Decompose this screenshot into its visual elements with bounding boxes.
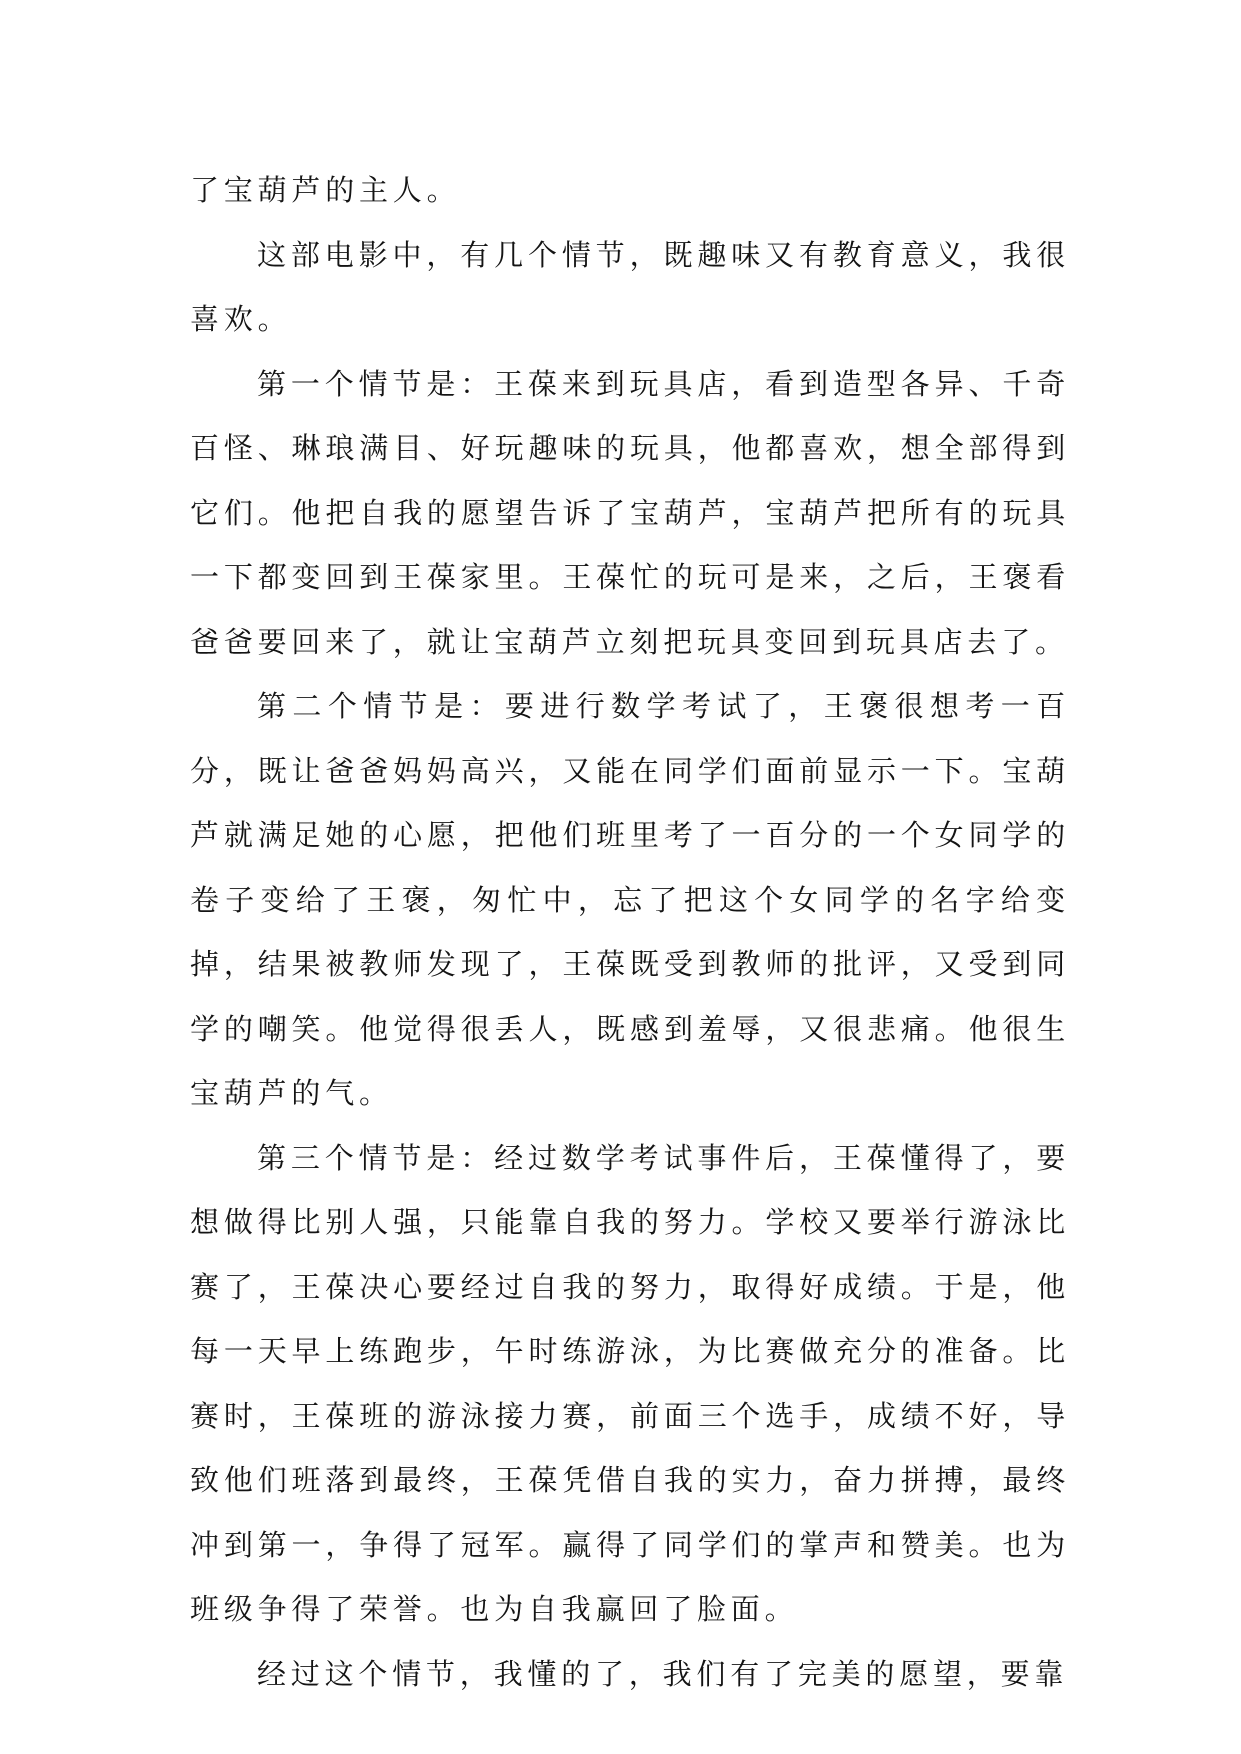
paragraph-plot-three: 第三个情节是：经过数学考试事件后，王葆懂得了，要想做得比别人强，只能靠自我的努力。学校又要举行游泳比赛了，王葆决心要经过自我的努力，取得好成绩。于是，他每一天早上练跑步，午时练游泳，为比赛做充分的准备。比赛时，王葆班的游泳接力赛，前面三个选手，成绩不好，导致他们班落到最终，王葆凭借自我的实力，奋力拼搏，最终冲到第一，争得了冠军。赢得了同学们的掌声和赞美。也为班级争得了荣誉。也为自我赢回了脸面。: [190, 1140, 1070, 1626]
paragraph-plot-one: 第一个情节是：王葆来到玩具店，看到造型各异、千奇百怪、琳琅满目、好玩趣味的玩具，他都喜欢，想全部得到它们。他把自我的愿望告诉了宝葫芦，宝葫芦把所有的玩具一下都变回到王葆家里。王葆忙的玩可是来，之后，王褒看爸爸要回来了，就让宝葫芦立刻把玩具变回到玩具店去了。: [190, 366, 1070, 659]
paragraph-intro: 这部电影中，有几个情节，既趣味又有教育意义，我很喜欢。: [190, 237, 1070, 336]
paragraph-continuation: 了宝葫芦的主人。: [190, 173, 461, 207]
document-body: [190, 158, 1070, 1706]
paragraph-plot-two: 第二个情节是：要进行数学考试了，王褒很想考一百分，既让爸爸妈妈高兴，又能在同学们面前显示一下。宝葫芦就满足她的心愿，把他们班里考了一百分的一个女同学的卷子变给了王褒，匆忙中，忘了把这个女同学的名字给变掉，结果被教师发现了，王葆既受到教师的批评，又受到同学的嘲笑。他觉得很丢人，既感到羞辱，又很悲痛。他很生宝葫芦的气。: [190, 689, 1070, 1110]
paragraph-reflection: 经过这个情节，我懂的了，我们有了完美的愿望，要靠: [257, 1656, 1069, 1691]
